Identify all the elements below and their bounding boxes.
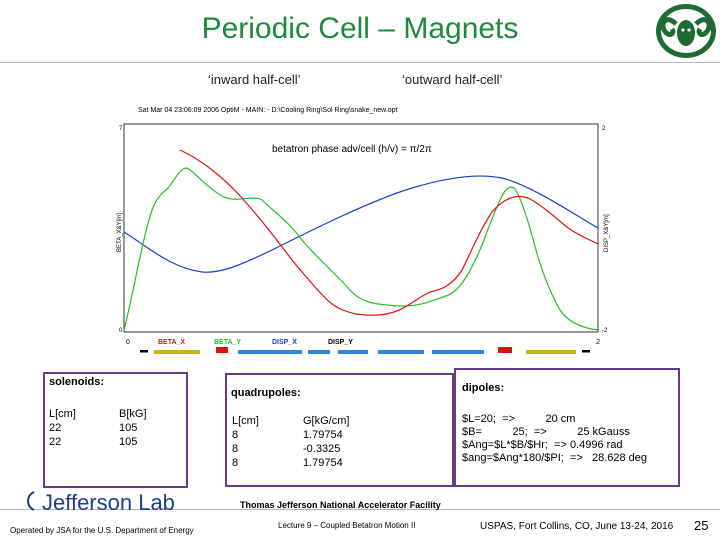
quad-bar (238, 350, 302, 354)
dipoles-panel (454, 368, 680, 487)
jlab-swoosh-icon (24, 490, 36, 512)
solenoids-row2-l: 22 (49, 436, 62, 448)
title-divider (0, 62, 720, 63)
solenoids-row2-b: 105 (119, 436, 138, 448)
dipole-bar (498, 347, 512, 353)
legend-beta-x: BETA_X (158, 339, 186, 346)
page-title: Periodic Cell – Magnets (201, 12, 519, 45)
footer-facility: Thomas Jefferson National Accelerator Facility (240, 500, 441, 510)
quadrupoles-row2-l: 8 (232, 443, 239, 455)
footer-venue: USPAS, Fort Collins, CO, June 13-24, 2016 (480, 521, 674, 532)
right-bottom-tick: -2 (602, 328, 608, 334)
footer-operated: Operated by JSA for the U.S. Department of Energy (10, 526, 194, 535)
dipoles-line-4: $ang=$Ang*180/$PI; => 28.628 deg (462, 452, 648, 464)
quadrupoles-header-g: G[kG/cm] (303, 415, 350, 427)
solenoids-row1-b: 105 (119, 422, 138, 434)
x-start-tick: 0 (126, 339, 130, 346)
legend-disp-x: DISP_X (272, 339, 297, 346)
jlab-logo-text: Jefferson Lab (42, 490, 175, 515)
solenoids-header-b: B[kG] (119, 408, 147, 420)
solenoid-bar (154, 350, 200, 354)
solenoids-title: solenoids: (49, 376, 105, 388)
inward-half-cell-label: ‘inward half-cell’ (208, 72, 301, 87)
quadrupoles-row1-g: 1.79754 (303, 429, 343, 441)
quadrupoles-row2-g: -0.3325 (303, 443, 341, 455)
left-axis-label: BETA_X&Y[m] (117, 213, 123, 252)
quadrupoles-header-l: L[cm] (232, 415, 259, 427)
quad-bar (308, 350, 330, 354)
solenoids-panel (43, 372, 188, 488)
beta-x-curve (180, 150, 598, 315)
disp-x-curve (124, 176, 598, 272)
quadrupoles-row1-l: 8 (232, 429, 239, 441)
solenoids-header-l: L[cm] (49, 408, 76, 420)
quad-bar (338, 350, 368, 354)
page-number: 25 (694, 518, 709, 533)
left-top-tick: 7 (119, 126, 123, 132)
right-top-tick: 2 (602, 126, 606, 132)
beta-y-curve (124, 168, 598, 330)
dipoles-line-3: $Ang=$L*$B/$Hr; => 0.4996 rad (462, 439, 623, 451)
dipoles-line-1: $L=20; => 20 cm (462, 413, 576, 425)
quadrupoles-row3-l: 8 (232, 457, 239, 469)
quadrupoles-title: quadrupoles: (231, 387, 301, 399)
quad-bar (378, 350, 424, 354)
solenoid-bar (526, 350, 576, 354)
quadrupoles-row3-g: 1.79754 (303, 457, 343, 469)
quad-bar (432, 350, 484, 354)
optics-plot (112, 100, 622, 362)
annotation: betatron phase adv/cell (h/v) = π/2π (272, 144, 432, 155)
x-end-tick: 2 (596, 339, 600, 346)
legend-disp-y: DISP_Y (328, 339, 353, 346)
element-marker (582, 350, 590, 353)
plot-frame (124, 124, 598, 332)
solenoids-row1-l: 22 (49, 422, 62, 434)
right-axis-label: DISP_X&Y[m] (604, 214, 610, 252)
dipole-bar (216, 347, 228, 353)
footer-lecture: Lecture 9 – Coupled Betatron Motion II (278, 521, 416, 530)
outward-half-cell-label: ‘outward half-cell’ (402, 72, 503, 87)
dipoles-title: dipoles: (462, 382, 505, 394)
dipoles-line-2: $B= 25; => 25 kGauss (462, 426, 630, 438)
quadrupoles-panel (225, 373, 454, 487)
ram-logo-icon (654, 2, 718, 60)
legend-beta-y: BETA_Y (214, 339, 242, 346)
element-marker (140, 350, 148, 353)
left-bottom-tick: 0 (119, 328, 123, 334)
plot-header: Sat Mar 04 23:06:09 2006 OptiM - MAIN: - D:\Cooling Ring\Sol Ring\snake_new.opt (138, 107, 398, 114)
